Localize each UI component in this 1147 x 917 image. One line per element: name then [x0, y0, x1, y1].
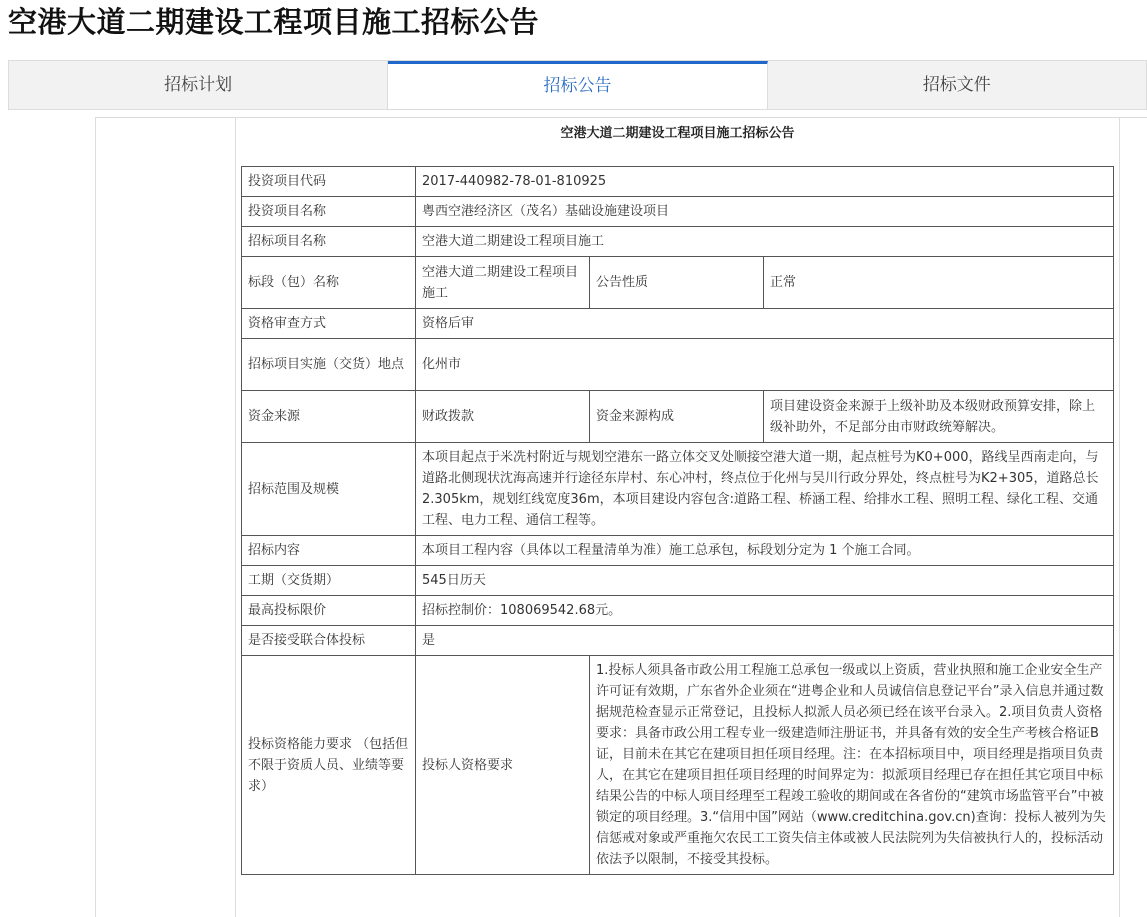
tab-bid-documents[interactable]: 招标文件 — [922, 75, 991, 95]
table-row — [242, 227, 1114, 257]
content-label: 招标内容 — [242, 536, 416, 566]
max-price-label: 最高投标限价 — [242, 596, 416, 626]
fund-source-label: 资金来源 — [242, 391, 416, 443]
table-row — [242, 339, 1114, 391]
tender-name-value: 空港大道二期建设工程项目施工 — [416, 227, 1114, 257]
tender-name-label: 招标项目名称 — [242, 227, 416, 257]
table-row — [242, 566, 1114, 596]
qualification-value: 1.投标人须具备市政公用工程施工总承包一级或以上资质，营业执照和施工企业安全生产许可证有效期，广东省外企业须在“进粤企业和人员诚信信息登记平台”录入信息并通过数据规范检查显示正常登记，且投标人拟派人员必须已经在该平台录入。2.项目负责人资格要求：具备市政公用工程专业一级建造师注册证书，并具备有效的安全生产考核合格证B证，目前未在其它在建项目担任项目经理。注：在本招标项目中，项目经理是指项目负责人，在其它在建项目担任项目经理的时间界定为：拟派项目经理已存在担任其它项目中标结果公告的中标人项目经理至工程竣工验收的期间或在各省份的“建筑市场监管平台”中被锁定的项目经理。3.“信用中国”网站（www.creditchina.gov.cn)查询：投标人被列为失信惩戒对象或严重拖欠农民工工资失信主体或被人民法院列为失信被执行人的，投标活动依法予以限制，不接受其投标。 — [590, 656, 1114, 875]
project-code-label: 投资项目代码 — [242, 167, 416, 197]
section-name-value: 空港大道二期建设工程项目施工 — [416, 257, 590, 309]
max-price-value: 招标控制价：108069542.68元。 — [416, 596, 1114, 626]
table-row — [242, 197, 1114, 227]
table-row — [242, 391, 1114, 443]
location-label: 招标项目实施（交货）地点 — [242, 339, 416, 391]
table-row — [242, 257, 1114, 309]
tab-bid-plan[interactable]: 招标计划 — [9, 61, 388, 109]
period-value: 545日历天 — [416, 566, 1114, 596]
tab-bid-notice[interactable]: 招标公告 — [388, 61, 767, 109]
review-method-label: 资格审查方式 — [242, 309, 416, 339]
project-name-value: 粤西空港经济区（茂名）基础设施建设项目 — [416, 197, 1114, 227]
page-title: 空港大道二期建设工程项目施工招标公告 — [8, 5, 540, 39]
location-value: 化州市 — [416, 339, 1114, 391]
consortium-label: 是否接受联合体投标 — [242, 626, 416, 656]
table-row — [242, 167, 1114, 197]
consortium-value: 是 — [416, 626, 1114, 656]
fund-source-value: 财政拨款 — [416, 391, 590, 443]
table-row — [242, 309, 1114, 339]
scope-value: 本项目起点于米冼村附近与规划空港东一路立体交叉处顺接空港大道一期，起点桩号为K0+000，路线呈西南走向，与道路北侧现状沈海高速并行途径东岸村、东心冲村，终点位于化州与吴川行政分界处，终点桩号为K2+305，道路总长2.305km，规划红线宽度36m，本项目建设内容包含:道路工程、桥涵工程、给排水工程、照明工程、绿化工程、交通工程、电力工程、通信工程等。 — [416, 443, 1114, 536]
project-code-value: 2017-440982-78-01-810925 — [416, 167, 1114, 197]
project-name-label: 投资项目名称 — [242, 197, 416, 227]
fund-composition-value: 项目建设资金来源于上级补助及本级财政预算安排，除上级补助外，不足部分由市财政统筹解决。 — [764, 391, 1114, 443]
notice-nature-label: 公告性质 — [590, 257, 764, 309]
table-row — [242, 536, 1114, 566]
table-row — [242, 656, 1114, 875]
scope-label: 招标范围及规模 — [242, 443, 416, 536]
table-row — [242, 443, 1114, 536]
notice-title: 空港大道二期建设工程项目施工招标公告 — [560, 126, 795, 141]
qualification-sub-label: 投标人资格要求 — [416, 656, 590, 875]
period-label: 工期（交货期） — [242, 566, 416, 596]
notice-info-table — [241, 166, 1114, 875]
fund-composition-label: 资金来源构成 — [590, 391, 764, 443]
content-value: 本项目工程内容（具体以工程量清单为准）施工总承包，标段划分定为 1 个施工合同。 — [416, 536, 1114, 566]
qualification-label: 投标资格能力要求 （包括但不限于资质人员、业绩等要求） — [242, 656, 416, 875]
table-row — [242, 596, 1114, 626]
review-method-value: 资格后审 — [416, 309, 1114, 339]
section-name-label: 标段（包）名称 — [242, 257, 416, 309]
table-row — [242, 626, 1114, 656]
tab-bar — [8, 60, 1147, 110]
notice-nature-value: 正常 — [764, 257, 1114, 309]
